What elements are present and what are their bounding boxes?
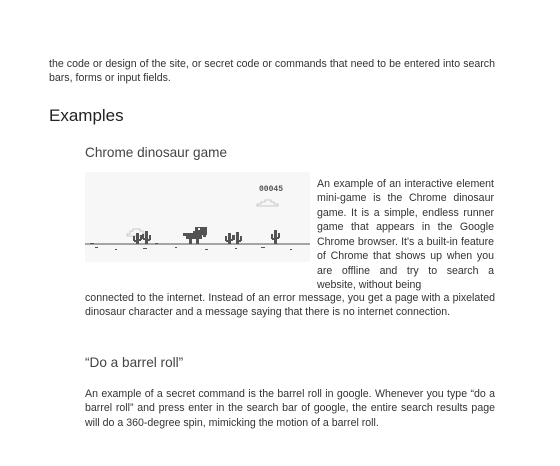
cactus-icon <box>133 231 151 244</box>
cloud-icon <box>257 200 278 206</box>
examples-heading: Examples <box>49 106 124 125</box>
dino-game-illustration <box>85 172 310 262</box>
dino-score: 00045 <box>259 185 284 194</box>
barrel-roll-description: An example of a secret command is the barrel roll in google. Whenever you type “do a barrel roll” and press enter in the search bar of google, the entire search results page will do a 360-degree spin, mimicking the motion of a barrel roll. <box>85 387 495 429</box>
dino-game-heading: Chrome dinosaur game <box>85 145 228 160</box>
dinosaur-icon <box>183 227 207 244</box>
cactus-icon <box>271 230 280 244</box>
barrel-roll-heading: “Do a barrel roll” <box>85 355 184 370</box>
intro-paragraph: the code or design of the site, or secret code or commands that need to be entered into search bars, forms or input fields. <box>49 57 495 85</box>
dino-description-continued: connected to the internet. Instead of an error message, you get a page with a pixelated dinosaur character and a message saying that there is no internet connection. <box>85 291 495 319</box>
dino-description-side: An example of an interactive element mini-game is the Chrome dinosaur game. It is a simple, endless runner game that appears in the Google Chrome browser. It's a built-in feature of Chrome that shows up when you are offline and try to search a website, without being <box>317 177 494 292</box>
dino-game-image <box>85 172 310 262</box>
cactus-icon <box>225 232 242 244</box>
